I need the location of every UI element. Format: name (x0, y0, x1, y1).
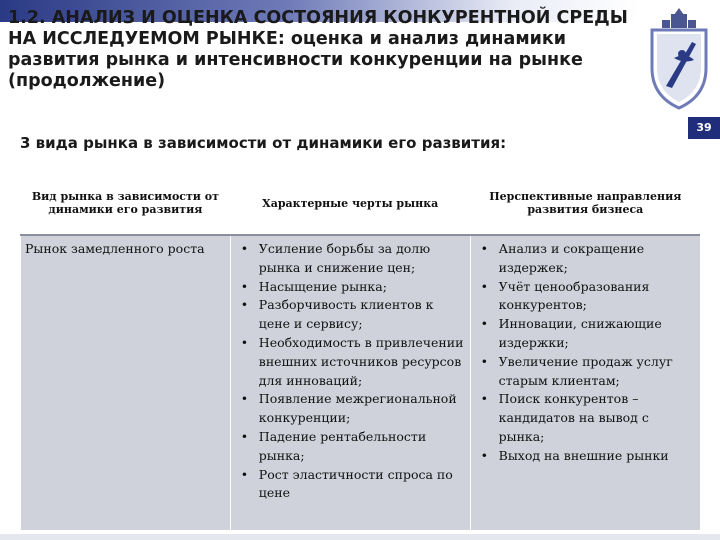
list-item: • Учёт ценообразования конкурентов; (475, 278, 696, 316)
directions-list (475, 240, 696, 466)
list-item: • Инновации, снижающие издержки; (475, 315, 696, 353)
list-item: • Рост эластичности спроса по цене (235, 466, 466, 504)
list-item: • Падение рентабельности рынка; (235, 428, 466, 466)
list-item: • Появление межрегиональной конкуренции; (235, 390, 466, 428)
page-number-badge: 39 (688, 117, 720, 139)
market-features-cell (230, 234, 470, 530)
list-item: • Необходимость в привлечении внешних источников ресурсов для инноваций; (235, 334, 466, 390)
slide-title-main: 1.2. АНАЛИЗ И ОЦЕНКА СОСТОЯНИЯ КОНКУРЕНТНОЙ СРЕДЫ НА ИССЛЕДУЕМОМ РЫНКЕ (8, 8, 628, 49)
header-market-features: Характерные черты рынка (230, 172, 470, 234)
market-types-table (20, 172, 700, 530)
slide-title (8, 8, 648, 92)
list-item: • Разборчивость клиентов к цене и сервису; (235, 296, 466, 334)
slide-subtitle: 3 вида рынка в зависимости от динамики его развития: (20, 134, 507, 152)
list-item: • Анализ и сокращение издержек; (475, 240, 696, 278)
list-item: • Поиск конкурентов – кандидатов на вывод с рынка; (475, 390, 696, 446)
university-emblem-icon (644, 8, 714, 110)
list-item: • Насыщение рынка; (235, 278, 466, 297)
header-business-directions: Перспективные направления развития бизнеса (470, 172, 700, 234)
market-type-cell: Рынок замедленного роста (21, 234, 231, 530)
business-directions-cell (470, 234, 700, 530)
table-row (21, 234, 701, 530)
list-item: • Увеличение продаж услуг старым клиентам; (475, 353, 696, 391)
header-separator (20, 234, 700, 236)
slide-title-continuation: : оценка и анализ динамики развития рынка и интенсивности конкуренции на рынке (продолжение) (8, 29, 583, 91)
list-item: • Выход на внешние рынки (475, 447, 696, 466)
header-market-type: Вид рынка в зависимости от динамики его развития (21, 172, 231, 234)
table-header-row (21, 172, 701, 234)
bottom-edge (0, 534, 720, 540)
features-list (235, 240, 466, 503)
list-item: • Усиление борьбы за долю рынка и снижение цен; (235, 240, 466, 278)
